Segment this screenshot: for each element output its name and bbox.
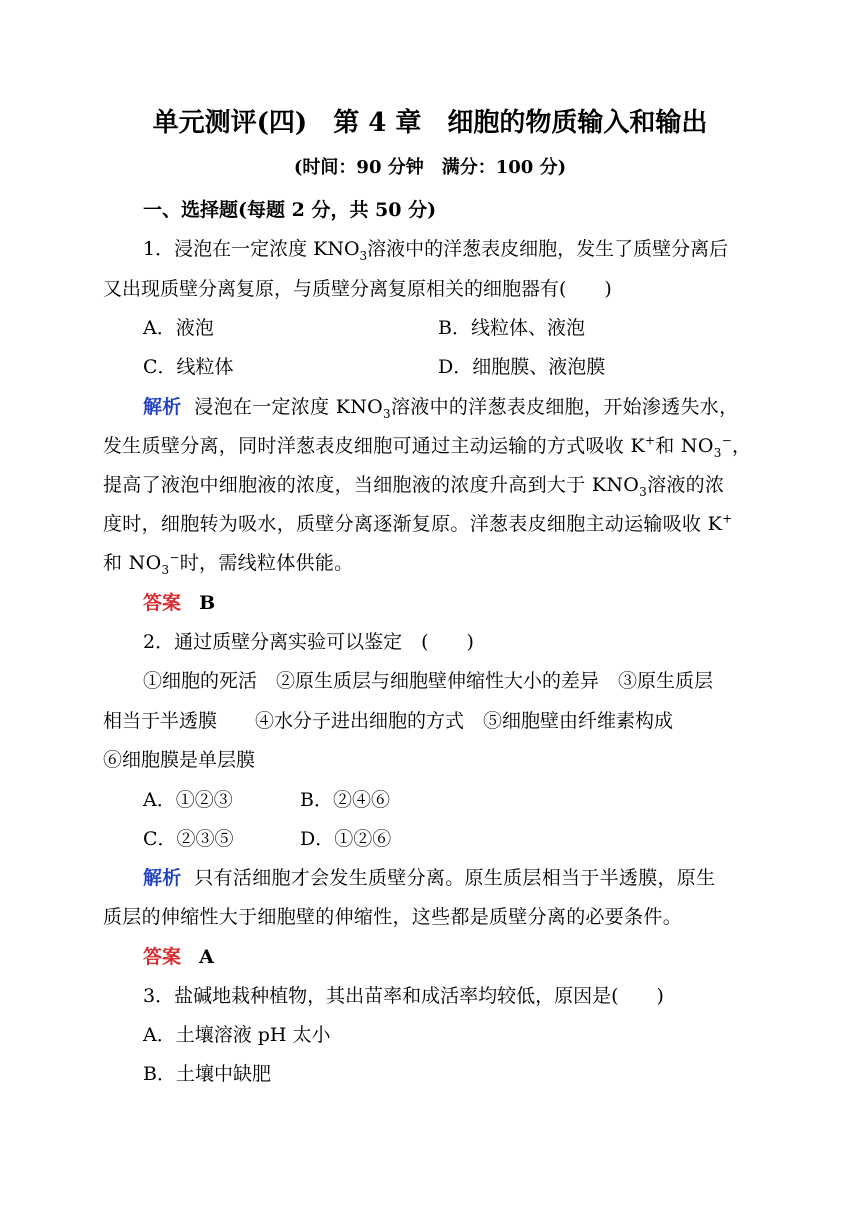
q2-answer-value: A [199, 946, 214, 968]
q1-option-a: A．液泡 [143, 317, 214, 339]
q1-explanation-line2: 发生质壁分离，同时洋葱表皮细胞可通过主动运输的方式吸收 K+和 $NO_3^-$， [103, 433, 752, 460]
q2-statements-line2: 相当于半透膜 ④水分子进出细胞的方式 ⑤细胞壁由纤维素构成 [103, 710, 674, 732]
q1-stem-line2: 又出现质壁分离复原，与质壁分离复原相关的细胞器有( ) [103, 278, 612, 300]
q2-option-c: C．②③⑤ [143, 828, 234, 850]
answer-label: 答案 [143, 946, 182, 968]
q1-option-c: C．线粒体 [143, 356, 234, 378]
q2-option-d: D．①②⑥ [300, 828, 392, 850]
q1-options-row1 [143, 316, 758, 340]
q2-option-b: B．②④⑥ [300, 789, 390, 811]
analysis-label: 解析 [143, 867, 182, 889]
q2-options-row1 [143, 788, 758, 812]
q2-explanation-line2: 质层的伸缩性大于细胞壁的伸缩性，这些都是质壁分离的必要条件。 [103, 906, 683, 928]
page-subtitle: (时间：90 分钟 满分：100 分) [293, 157, 567, 178]
q2-answer [143, 945, 758, 969]
q2-explanation-line1: 解析 只有活细胞才会发生质壁分离。原生质层相当于半透膜，原生 [143, 867, 716, 889]
q1-answer [143, 591, 758, 615]
answer-label: 答案 [143, 592, 182, 614]
q3-stem: 3．盐碱地栽种植物，其出苗率和成活率均较低，原因是( ) [143, 985, 664, 1007]
q1-explanation-line1: 解析 浸泡在一定浓度 $KNO_3$溶液中的洋葱表皮细胞，开始渗透失水， [143, 396, 739, 421]
q1-explanation-line3: 提高了液泡中细胞液的浓度，当细胞液的浓度升高到大于 $KNO_3$溶液的浓 [103, 474, 725, 499]
q1-options-row2 [143, 355, 758, 379]
q1-option-d: D．细胞膜、液泡膜 [438, 356, 606, 378]
q1-explanation-line4: 度时，细胞转为吸水，质壁分离逐渐复原。洋葱表皮细胞主动运输吸收 K+ [103, 511, 733, 535]
q3-option-a: A．土壤溶液 pH 太小 [143, 1024, 331, 1046]
q2-option-a: A．①②③ [143, 789, 233, 811]
q1-stem-line1: 1．浸泡在一定浓度 $KNO_3$溶液中的洋葱表皮细胞，发生了质壁分离后 [143, 238, 729, 263]
q2-statements-line1: ①细胞的死活 ②原生质层与细胞壁伸缩性大小的差异 ③原生质层 [143, 670, 714, 692]
analysis-label: 解析 [143, 396, 182, 418]
q2-statements-line3: ⑥细胞膜是单层膜 [103, 749, 256, 771]
q2-options-row2 [143, 827, 758, 851]
q3-option-b: B．土壤中缺肥 [143, 1063, 271, 1085]
q1-explanation-line5: 和 $NO_3^-$时，需线粒体供能。 [103, 550, 354, 577]
q2-stem: 2．通过质壁分离实验可以鉴定 ( ) [143, 631, 474, 653]
q1-option-b: B．线粒体、液泡 [438, 317, 585, 339]
page-title: 单元测评(四) 第 4 章 细胞的物质输入和输出 [152, 108, 708, 138]
q1-answer-value: B [199, 592, 216, 614]
section-heading: 一、选择题(每题 2 分，共 50 分) [143, 199, 437, 221]
